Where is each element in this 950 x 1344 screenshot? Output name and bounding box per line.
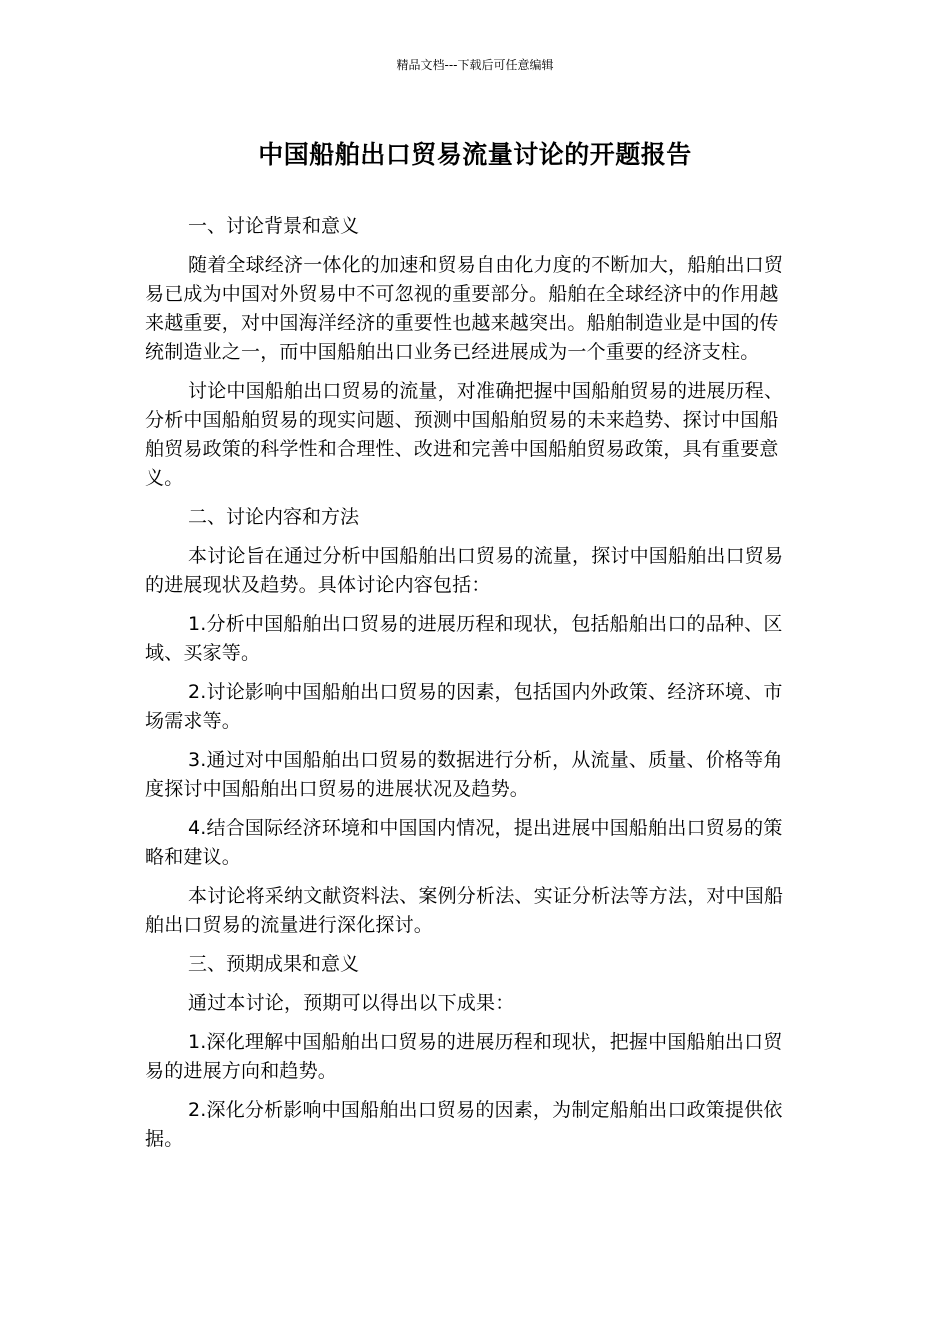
- section-heading-background: 一、讨论背景和意义: [188, 215, 360, 237]
- list-item: 3.通过对中国船舶出口贸易的数据进行分析，从流量、质量、价格等角度探讨中国船舶出口贸易的进展状况及趋势。: [145, 749, 783, 800]
- paragraph: 通过本讨论，预期可以得出以下成果：: [188, 992, 515, 1014]
- section-heading-content-methods: 二、讨论内容和方法: [188, 506, 360, 528]
- section-heading-expected-results: 三、预期成果和意义: [188, 953, 360, 975]
- paragraph: 讨论中国船舶出口贸易的流量，对准确把握中国船舶贸易的进展历程、分析中国船舶贸易的现实问题、预测中国船舶贸易的未来趋势、探讨中国船舶贸易政策的科学性和合理性、改进和完善中国船舶贸易政策，具有重要意义。: [145, 380, 784, 489]
- list-item: 4.结合国际经济环境和中国国内情况，提出进展中国船舶出口贸易的策略和建议。: [145, 817, 783, 868]
- document-body: [145, 212, 795, 1164]
- paragraph: 本讨论旨在通过分析中国船舶出口贸易的流量，探讨中国船舶出口贸易的进展现状及趋势。具体讨论内容包括：: [145, 545, 784, 596]
- list-item: 1.深化理解中国船舶出口贸易的进展历程和现状，把握中国船舶出口贸易的进展方向和趋势。: [145, 1031, 783, 1082]
- paragraph: 随着全球经济一体化的加速和贸易自由化力度的不断加大，船舶出口贸易已成为中国对外贸易中不可忽视的重要部分。船舶在全球经济中的作用越来越重要，对中国海洋经济的重要性也越来越突出。船舶制造业是中国的传统制造业之一，而中国船舶出口业务已经进展成为一个重要的经济支柱。: [145, 254, 784, 363]
- paragraph: 本讨论将采纳文献资料法、案例分析法、实证分析法等方法，对中国船舶出口贸易的流量进行深化探讨。: [145, 885, 784, 936]
- list-item: 1.分析中国船舶出口贸易的进展历程和现状，包括船舶出口的品种、区域、买家等。: [145, 613, 783, 664]
- document-title: 中国船舶出口贸易流量讨论的开题报告: [258, 140, 692, 169]
- header-note: 精品文档---下载后可任意编辑: [396, 58, 554, 72]
- list-item: 2.深化分析影响中国船舶出口贸易的因素，为制定船舶出口政策提供依据。: [145, 1099, 783, 1150]
- list-item: 2.讨论影响中国船舶出口贸易的因素，包括国内外政策、经济环境、市场需求等。: [145, 681, 783, 732]
